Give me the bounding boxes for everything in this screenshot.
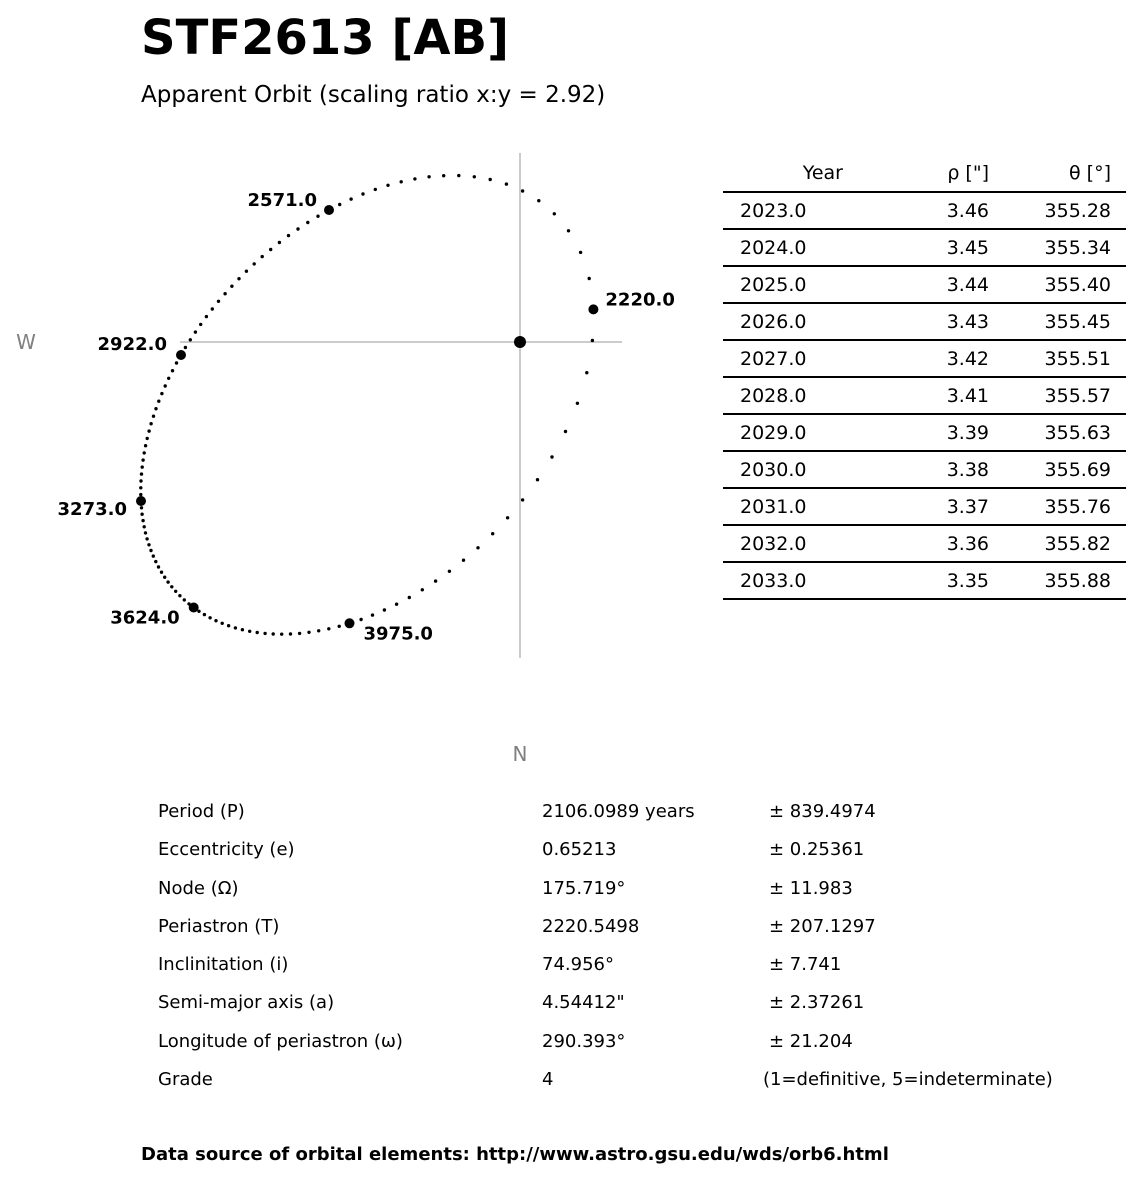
epoch-label: 3975.0 [363, 623, 433, 645]
orbit-dot [473, 175, 476, 178]
orbit-dot [338, 625, 341, 628]
element-value: 74.956° [542, 954, 614, 976]
element-error: ± 21.204 [769, 1030, 853, 1052]
element-name: Longitude of periastron (ω) [158, 1030, 403, 1052]
orbit-dot [272, 632, 275, 635]
orbit-dot [211, 307, 214, 310]
orbit-dot [189, 338, 192, 341]
orbit-dot [170, 585, 173, 588]
orbit-dot [307, 631, 310, 634]
orbit-dot [160, 571, 163, 574]
year-cell: 2026.0 [723, 303, 871, 340]
orbit-dot [140, 513, 143, 516]
orbit-dot [476, 546, 479, 549]
element-error: ± 0.25361 [769, 839, 865, 861]
primary-star [514, 336, 526, 348]
element-row [0, 831, 1141, 869]
data-source-note: Data source of orbital elements: http://www.astro.gsu.edu/wds/orb6.html [141, 1144, 889, 1165]
orbit-dot [289, 632, 292, 635]
column-header-theta: θ [°] [1009, 155, 1126, 192]
orbit-dot [505, 182, 508, 185]
ephemeris-header-row [723, 155, 1126, 192]
table-row [723, 451, 1126, 488]
theta-cell: 355.63 [1009, 414, 1126, 451]
orbit-dot [175, 361, 178, 364]
orbit-dot [199, 323, 202, 326]
element-error: ± 2.37261 [769, 992, 865, 1014]
theta-cell: 355.45 [1009, 303, 1126, 340]
element-name: Semi-major axis (a) [158, 992, 335, 1014]
element-row [0, 793, 1141, 831]
epoch-markers [58, 190, 675, 644]
orbit-dot [152, 554, 155, 557]
epoch-marker [588, 304, 598, 314]
table-row [723, 525, 1126, 562]
orbit-dot [144, 531, 147, 534]
orbit-dot [205, 315, 208, 318]
orbit-dot [178, 594, 181, 597]
year-cell: 2032.0 [723, 525, 871, 562]
orbit-dot [237, 277, 240, 280]
orbit-dot [166, 580, 169, 583]
theta-cell: 355.82 [1009, 525, 1126, 562]
orbit-dot [564, 430, 567, 433]
theta-cell: 355.34 [1009, 229, 1126, 266]
theta-cell: 355.69 [1009, 451, 1126, 488]
orbit-dot [143, 525, 146, 528]
orbit-dot [164, 384, 167, 387]
orbit-dot [146, 437, 149, 440]
orbit-dot [208, 616, 211, 619]
element-name: Period (P) [158, 801, 245, 822]
orbit-dot [536, 478, 539, 481]
orbit-dot [163, 576, 166, 579]
orbit-dot [395, 603, 398, 606]
orbit-dot [253, 262, 256, 265]
table-row [723, 414, 1126, 451]
element-name: Periastron (T) [158, 915, 280, 937]
orbit-dot [306, 221, 309, 224]
orbit-dot [317, 629, 320, 632]
orbit-dot [248, 630, 251, 633]
element-value: 4.54412" [542, 992, 625, 1014]
epoch-marker [345, 618, 355, 628]
theta-cell: 355.76 [1009, 488, 1126, 525]
ephemeris-table [723, 155, 1126, 600]
orbit-dot [256, 631, 259, 634]
orbit-dot [147, 429, 150, 432]
orbit-dot [400, 180, 403, 183]
orbit-dot [141, 519, 144, 522]
table-row [723, 488, 1126, 525]
orbit-dot [171, 369, 174, 372]
epoch-marker [176, 350, 186, 360]
rho-cell: 3.46 [871, 192, 1009, 229]
orbit-dot [588, 277, 591, 280]
orbit-dot [214, 619, 217, 622]
year-cell: 2024.0 [723, 229, 871, 266]
north-label: N [512, 742, 528, 766]
theta-cell: 355.57 [1009, 377, 1126, 414]
orbit-dot [140, 472, 143, 475]
rho-cell: 3.39 [871, 414, 1009, 451]
rho-cell: 3.37 [871, 488, 1009, 525]
page-title: STF2613 [AB] [141, 10, 510, 66]
orbit-dot [421, 588, 424, 591]
orbit-dot [280, 633, 283, 636]
element-row [0, 870, 1141, 908]
orbit-dot [537, 199, 540, 202]
orbit-dot [141, 458, 144, 461]
orbit-dot [141, 465, 144, 468]
year-cell: 2029.0 [723, 414, 871, 451]
element-value: 175.719° [542, 877, 626, 899]
orbit-dot [160, 392, 163, 395]
table-row [723, 562, 1126, 599]
element-error: (1=definitive, 5=indeterminate) [763, 1069, 1053, 1091]
element-name: Node (Ω) [158, 877, 239, 899]
orbit-dot [298, 632, 301, 635]
orbit-dot [521, 498, 524, 501]
orbit-dot [263, 632, 266, 635]
column-header-rho: ρ ["] [871, 155, 1009, 192]
rho-cell: 3.43 [871, 303, 1009, 340]
orbit-dot [223, 292, 226, 295]
orbit-dot [203, 613, 206, 616]
orbit-dot [567, 229, 570, 232]
rho-cell: 3.45 [871, 229, 1009, 266]
element-row [0, 908, 1141, 946]
year-cell: 2033.0 [723, 562, 871, 599]
rho-cell: 3.35 [871, 562, 1009, 599]
element-value: 2220.5498 [542, 915, 640, 937]
element-row [0, 1061, 1141, 1099]
element-row [0, 946, 1141, 984]
orbit-dot [383, 608, 386, 611]
orbit-dot [139, 493, 142, 496]
orbit-dot [457, 174, 460, 177]
theta-cell: 355.51 [1009, 340, 1126, 377]
orbit-dot [448, 570, 451, 573]
orbit-dot [145, 537, 148, 540]
west-label: W [16, 330, 36, 354]
element-name: Inclinitation (i) [158, 954, 289, 976]
orbit-dot [194, 330, 197, 333]
orbit-dot [327, 627, 330, 630]
year-cell: 2028.0 [723, 377, 871, 414]
orbit-dot [149, 549, 152, 552]
year-cell: 2023.0 [723, 192, 871, 229]
orbit-dot [434, 579, 437, 582]
orbit-dot [139, 486, 142, 489]
element-error: ± 207.1297 [769, 915, 876, 937]
orbit-dot [269, 248, 272, 251]
element-row [0, 1023, 1141, 1061]
orbit-dot [278, 241, 281, 244]
epoch-label: 2922.0 [97, 334, 167, 355]
table-row [723, 266, 1126, 303]
orbit-dot [553, 212, 556, 215]
table-row [723, 340, 1126, 377]
orbit-dot [576, 402, 579, 405]
orbit-dot [157, 400, 160, 403]
orbit-dot [296, 227, 299, 230]
orbit-dot [183, 598, 186, 601]
epoch-label: 2220.0 [605, 289, 675, 311]
orbit-dot [489, 178, 492, 181]
orbit-dot [491, 532, 494, 535]
orbit-dot [144, 444, 147, 447]
table-row [723, 303, 1126, 340]
orbit-dot [386, 184, 389, 187]
orbit-dot [374, 188, 377, 191]
orbit-dot [349, 197, 352, 200]
year-cell: 2030.0 [723, 451, 871, 488]
epoch-label: 3624.0 [110, 607, 180, 629]
element-name: Eccentricity (e) [158, 839, 295, 861]
orbit-dot [371, 613, 374, 616]
orbit-dot [408, 596, 411, 599]
element-error: ± 11.983 [769, 877, 853, 899]
rho-cell: 3.38 [871, 451, 1009, 488]
epoch-marker [189, 603, 199, 613]
theta-cell: 355.88 [1009, 562, 1126, 599]
element-error: ± 839.4974 [769, 801, 876, 822]
element-value: 0.65213 [542, 839, 617, 861]
orbit-dot [585, 371, 588, 374]
epoch-marker [136, 496, 146, 506]
orbit-dot [217, 300, 220, 303]
orbit-dot [287, 234, 290, 237]
orbit-dot [230, 285, 233, 288]
orbit-dot [316, 215, 319, 218]
element-value: 2106.0989 years [542, 801, 695, 822]
orbit-dot [261, 255, 264, 258]
orbit-dot [157, 565, 160, 568]
orbit-dot [139, 479, 142, 482]
orbit-dot [140, 506, 143, 509]
orbit-dot [506, 516, 509, 519]
element-value: 4 [542, 1069, 554, 1091]
element-row [0, 984, 1141, 1022]
epoch-marker [324, 205, 334, 215]
orbit-dot [234, 626, 237, 629]
element-name: Grade [158, 1069, 213, 1091]
table-row [723, 229, 1126, 266]
orbit-dot [462, 559, 465, 562]
epoch-label: 2571.0 [247, 190, 317, 211]
theta-cell: 355.40 [1009, 266, 1126, 303]
year-cell: 2025.0 [723, 266, 871, 303]
orbit-dot [550, 455, 553, 458]
orbit-plot [0, 0, 700, 780]
element-error: ± 7.741 [769, 954, 842, 976]
orbit-dot [591, 339, 594, 342]
orbit-dot [184, 346, 187, 349]
theta-cell: 355.28 [1009, 192, 1126, 229]
column-header-year: Year [723, 155, 871, 192]
orbit-dot [167, 377, 170, 380]
orbit-dot [338, 203, 341, 206]
orbit-dot [413, 177, 416, 180]
table-row [723, 192, 1126, 229]
orbit-dot [442, 174, 445, 177]
orbit-dot [241, 628, 244, 631]
orbit-path [139, 174, 595, 636]
orbit-dot [359, 618, 362, 621]
orbit-dot [427, 175, 430, 178]
orbit-dot [154, 407, 157, 410]
orbit-dot [143, 451, 146, 454]
epoch-label: 3273.0 [57, 499, 127, 520]
year-cell: 2031.0 [723, 488, 871, 525]
orbit-dot [579, 251, 582, 254]
element-value: 290.393° [542, 1030, 626, 1052]
orbit-dot [227, 624, 230, 627]
orbit-dot [221, 622, 224, 625]
rho-cell: 3.44 [871, 266, 1009, 303]
orbit-dot [361, 192, 364, 195]
rho-cell: 3.42 [871, 340, 1009, 377]
rho-cell: 3.36 [871, 525, 1009, 562]
orbit-dot [174, 590, 177, 593]
orbital-elements-list [0, 793, 1141, 1099]
orbit-dot [521, 189, 524, 192]
orbit-dot [245, 270, 248, 273]
orbit-dot [147, 543, 150, 546]
rho-cell: 3.41 [871, 377, 1009, 414]
table-row [723, 377, 1126, 414]
orbit-dot [152, 415, 155, 418]
orbit-dot [154, 560, 157, 563]
orbit-dot [149, 422, 152, 425]
year-cell: 2027.0 [723, 340, 871, 377]
page-subtitle: Apparent Orbit (scaling ratio x:y = 2.92) [141, 82, 606, 108]
